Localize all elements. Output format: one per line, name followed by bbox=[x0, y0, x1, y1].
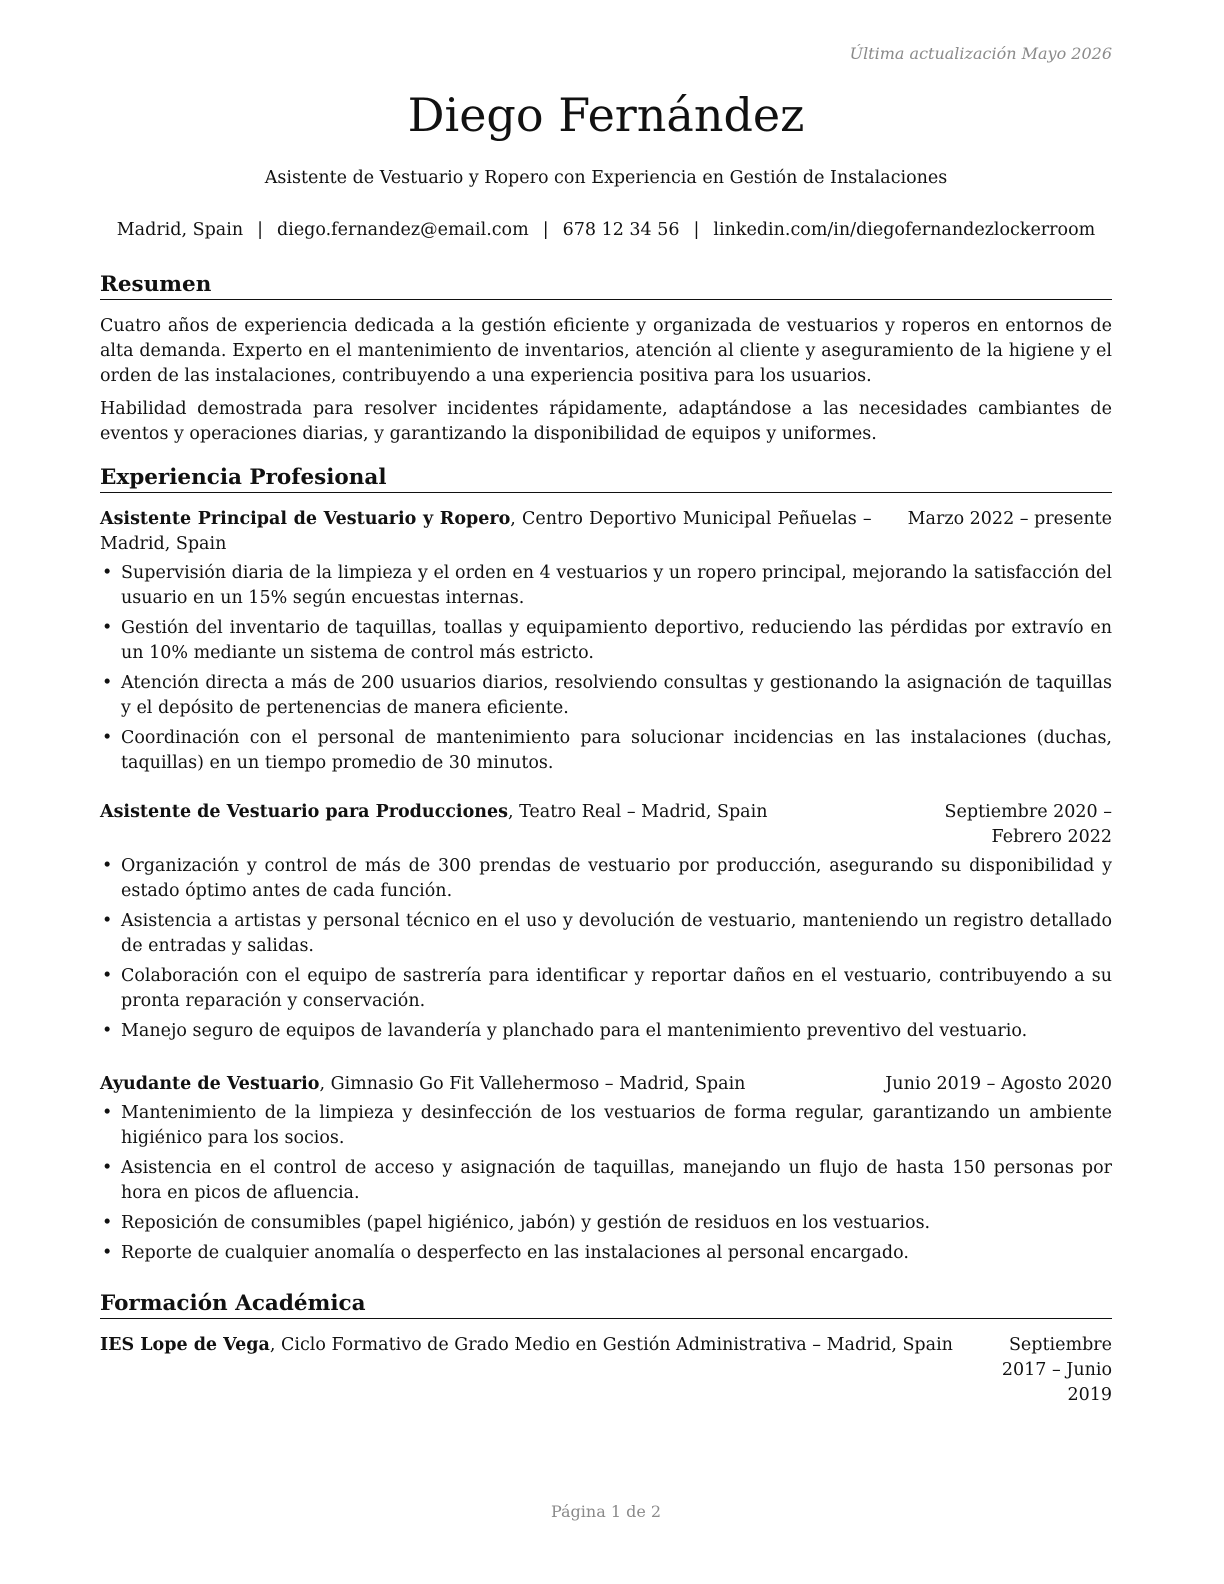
education-title-line bbox=[100, 1333, 976, 1358]
list-item: • Atención directa a más de 200 usuarios diarios, resolviendo consultas y gestionando la asignación de taquillas y el depósito de pertenencias de manera eficiente. bbox=[100, 671, 1112, 721]
job-entry bbox=[100, 1072, 1112, 1271]
candidate-name: Diego Fernández bbox=[407, 88, 805, 142]
contact-location: Madrid, Spain bbox=[116, 220, 244, 240]
list-item: • Asistencia a artistas y personal técnico en el uso y devolución de vestuario, manteniendo un registro detallado de entradas y salidas. bbox=[100, 909, 1112, 959]
education-detail: , Ciclo Formativo de Grado Medio en Gestión Administrativa – Madrid, Spain bbox=[269, 1335, 953, 1355]
job-bullets bbox=[100, 854, 1112, 1044]
page-number: Página 1 de 2 bbox=[550, 1502, 662, 1521]
section-title-summary: Resumen bbox=[100, 272, 1112, 300]
section-title-experience: Experiencia Profesional bbox=[100, 465, 1112, 493]
job-header bbox=[100, 1072, 1112, 1097]
list-item: • Coordinación con el personal de mantenimiento para solucionar incidencias en las instalaciones (duchas, taquillas) en un tiempo promedio de 30 minutos. bbox=[100, 726, 1112, 776]
list-item: • Reporte de cualquier anomalía o desperfecto en las instalaciones al personal encargado. bbox=[100, 1241, 1112, 1266]
contact-separator: | bbox=[542, 220, 549, 240]
education-institution: IES Lope de Vega bbox=[100, 1335, 270, 1355]
job-bullets bbox=[100, 561, 1112, 776]
contact-phone: 678 12 34 56 bbox=[562, 220, 680, 240]
job-dates: Marzo 2022 – presente bbox=[907, 509, 1112, 529]
list-item: • Asistencia en el control de acceso y asignación de taquillas, manejando un flujo de hasta 150 personas por hora en picos de afluencia. bbox=[100, 1156, 1112, 1206]
job-title-line bbox=[100, 800, 836, 825]
summary-section bbox=[100, 314, 1112, 447]
summary-paragraph: Cuatro años de experiencia dedicada a la gestión eficiente y organizada de vestuarios y roperos en entornos de alta demanda. Experto en el mantenimiento de inventarios, atención al cliente y aseguramiento de la higiene y el orden de las instalaciones, contribuyendo a una experiencia positiva para los usuarios. bbox=[100, 316, 1112, 386]
job-entry bbox=[100, 507, 1112, 781]
job-bullets bbox=[100, 1101, 1112, 1266]
resume-page bbox=[100, 0, 1112, 1584]
list-item: • Manejo seguro de equipos de lavandería y planchado para el mantenimiento preventivo del vestuario. bbox=[100, 1019, 1112, 1044]
job-header bbox=[100, 507, 1112, 557]
summary-paragraph: Habilidad demostrada para resolver incidentes rápidamente, adaptándose a las necesidades cambiantes de eventos y operaciones diarias, y garantizando la disponibilidad de equipos y uniformes. bbox=[100, 399, 1112, 444]
contact-separator: | bbox=[257, 220, 264, 240]
job-role: Asistente Principal de Vestuario y Ropero bbox=[100, 509, 511, 529]
contact-linkedin[interactable]: linkedin.com/in/diegofernandezlockerroom bbox=[713, 220, 1096, 240]
job-dates: Junio 2019 – Agosto 2020 bbox=[885, 1074, 1112, 1094]
list-item: • Reposición de consumibles (papel higiénico, jabón) y gestión de residuos en los vestuarios. bbox=[100, 1211, 1112, 1236]
contact-line bbox=[100, 220, 1112, 240]
job-header bbox=[100, 800, 1112, 850]
job-organization: , Teatro Real – Madrid, Spain bbox=[507, 802, 768, 822]
list-item: • Colaboración con el equipo de sastrería para identificar y reportar daños en el vestuario, contribuyendo a su pronta reparación y conservación. bbox=[100, 964, 1112, 1014]
contact-email[interactable]: diego.fernandez@email.com bbox=[277, 220, 529, 240]
job-entry bbox=[100, 800, 1112, 1049]
last-updated: Última actualización Mayo 2026 bbox=[849, 44, 1112, 63]
job-role: Asistente de Vestuario para Producciones bbox=[100, 802, 508, 822]
job-role: Ayudante de Vestuario bbox=[100, 1074, 320, 1094]
contact-separator: | bbox=[693, 220, 700, 240]
job-dates: Septiembre 2020 – Febrero 2022 bbox=[944, 802, 1112, 847]
job-organization: , Centro Deportivo Municipal Peñuelas – Madrid, Spain bbox=[100, 509, 872, 554]
list-item: • Gestión del inventario de taquillas, toallas y equipamiento deportivo, reduciendo las pérdidas por extravío en un 10% mediante un sistema de control más estricto. bbox=[100, 616, 1112, 666]
job-organization: , Gimnasio Go Fit Vallehermoso – Madrid, Spain bbox=[319, 1074, 746, 1094]
list-item: • Supervisión diaria de la limpieza y el orden en 4 vestuarios y un ropero principal, mejorando la satisfacción del usuario en un 15% según encuestas internas. bbox=[100, 561, 1112, 611]
education-header bbox=[100, 1333, 1112, 1408]
education-dates: Septiembre 2017 – Junio 2019 bbox=[1001, 1335, 1112, 1405]
candidate-headline: Asistente de Vestuario y Ropero con Experiencia en Gestión de Instalaciones bbox=[264, 168, 948, 188]
list-item: • Mantenimiento de la limpieza y desinfección de los vestuarios de forma regular, garantizando un ambiente higiénico para los socios. bbox=[100, 1101, 1112, 1151]
section-title-education: Formación Académica bbox=[100, 1291, 1112, 1319]
job-title-line bbox=[100, 507, 872, 557]
education-entry bbox=[100, 1333, 1112, 1408]
list-item: • Organización y control de más de 300 prendas de vestuario por producción, asegurando su disponibilidad y estado óptimo antes de cada función. bbox=[100, 854, 1112, 904]
job-title-line bbox=[100, 1072, 849, 1097]
